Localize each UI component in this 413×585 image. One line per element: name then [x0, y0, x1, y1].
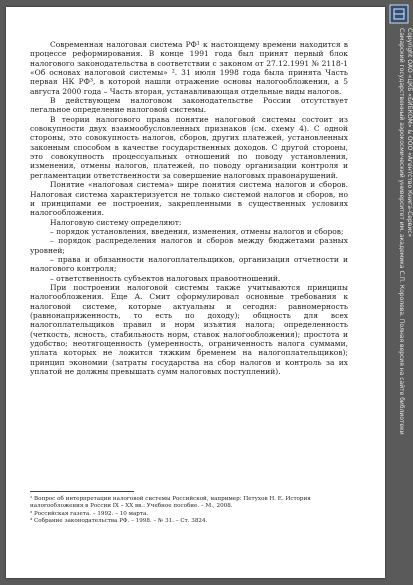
- sidebar-line-1: Copyright ОАО «ЦКБ «БИБКОМ» & ООО «Aгентство Книга-Сервис»: [406, 28, 413, 238]
- paragraph-theory: В теории налогового права понятие налоговой системы состоит из совокупности двух взаимообусловленных признаков (см. схему 4). С одной стороны, это совокупность налогов, сборов, других платежей, установленных законным способом в качестве государственных доходов. С другой стороны, это совокупность процессуальных отношений по поводу установления, изменения, отмены налогов, платежей, по поводу организации контроля и регламентации ответственности за совершение налоговых правонарушений.: [30, 114, 348, 180]
- paragraph-principles: При построении налоговой системы также учитываются принципы налогообложения. Еще А. Смит сформулировал основные требования к налоговой системе, которые актуальны и сегодня: равномерность (равнонапряженность, то есть по доходу); общность для всех налогоплательщиков правил и норм изъятия налога; определенность (четкость, ясность, стабильность норм, ставок налогообложения); простота и удобство; неотягощенность (умеренность, ограниченность налога суммами, уплата которых не ложится тяжким бременем на налогоплательщиков); принцип экономии (затраты государства на сбор налогов и контроль за их уплатой не должны превышать сумм налоговых поступлений).: [30, 282, 348, 377]
- list-item: – права и обязанности налогоплательщиков, организация отчетности и налогового контроля;: [30, 254, 348, 274]
- list-item: – порядок установления, введения, изменения, отмены налогов и сборов;: [50, 226, 344, 236]
- footnote-1: ¹ Вопрос об интерпретации налоговой системы Российской, например: Петухов Н. Е. История налогообложения в России IX – XX вв.: Учебное пособие. – М., 2008.: [30, 496, 311, 510]
- footnote-3: ³ Собрание законодательства РФ. – 1998. – № 31. – Ст. 3824.: [30, 518, 208, 525]
- footnotes: [30, 496, 348, 526]
- footnote-2: ² Российская газета. – 1992. – 10 марта.: [30, 510, 149, 517]
- paragraph-no-definition: В действующем налоговом законодательстве России отсутствует легальное определение налоговой системы.: [30, 96, 348, 115]
- sidebar-watermark-text: [397, 28, 413, 435]
- library-logo-icon: [389, 4, 409, 24]
- body-text: [30, 40, 348, 376]
- paragraph-intro: Современная налоговая система РФ¹ к настоящему времени находится в процессе реформирования. В конце 1991 года был принят первый блок налогового законодательства в соответствии с законом от 27.12.1991 № 2118-1 «Об основах налоговой системы» ². 31 июля 1998 года была принята Часть первая НК РФ³, в которой нашли отражение основы налогообложения, а 5 августа 2000 года – Часть вторая, устанавливающая отдельные виды налогов.: [30, 40, 348, 96]
- list-item: – порядок распределения налогов и сборов между бюджетами разных уровней;: [30, 236, 348, 255]
- list-item: – ответственность субъектов налоговых правоотношений.: [50, 273, 281, 283]
- sidebar-line-2: Самарский государственный аэрокосмический университет им. академика С.П. Королева. Полная версия на сайте библиотеки: [398, 28, 405, 435]
- paragraph-concept: Понятие «налоговая система» шире понятия система налогов и сборов. Налоговая система характеризуется не только системой налогов и сборов, но и принципами ее построения, закрепленными в существенных условиях налогообложения.: [30, 180, 348, 218]
- paragraph-list-lead: Налоговую систему определяют:: [50, 217, 182, 227]
- footnote-divider: [30, 491, 134, 492]
